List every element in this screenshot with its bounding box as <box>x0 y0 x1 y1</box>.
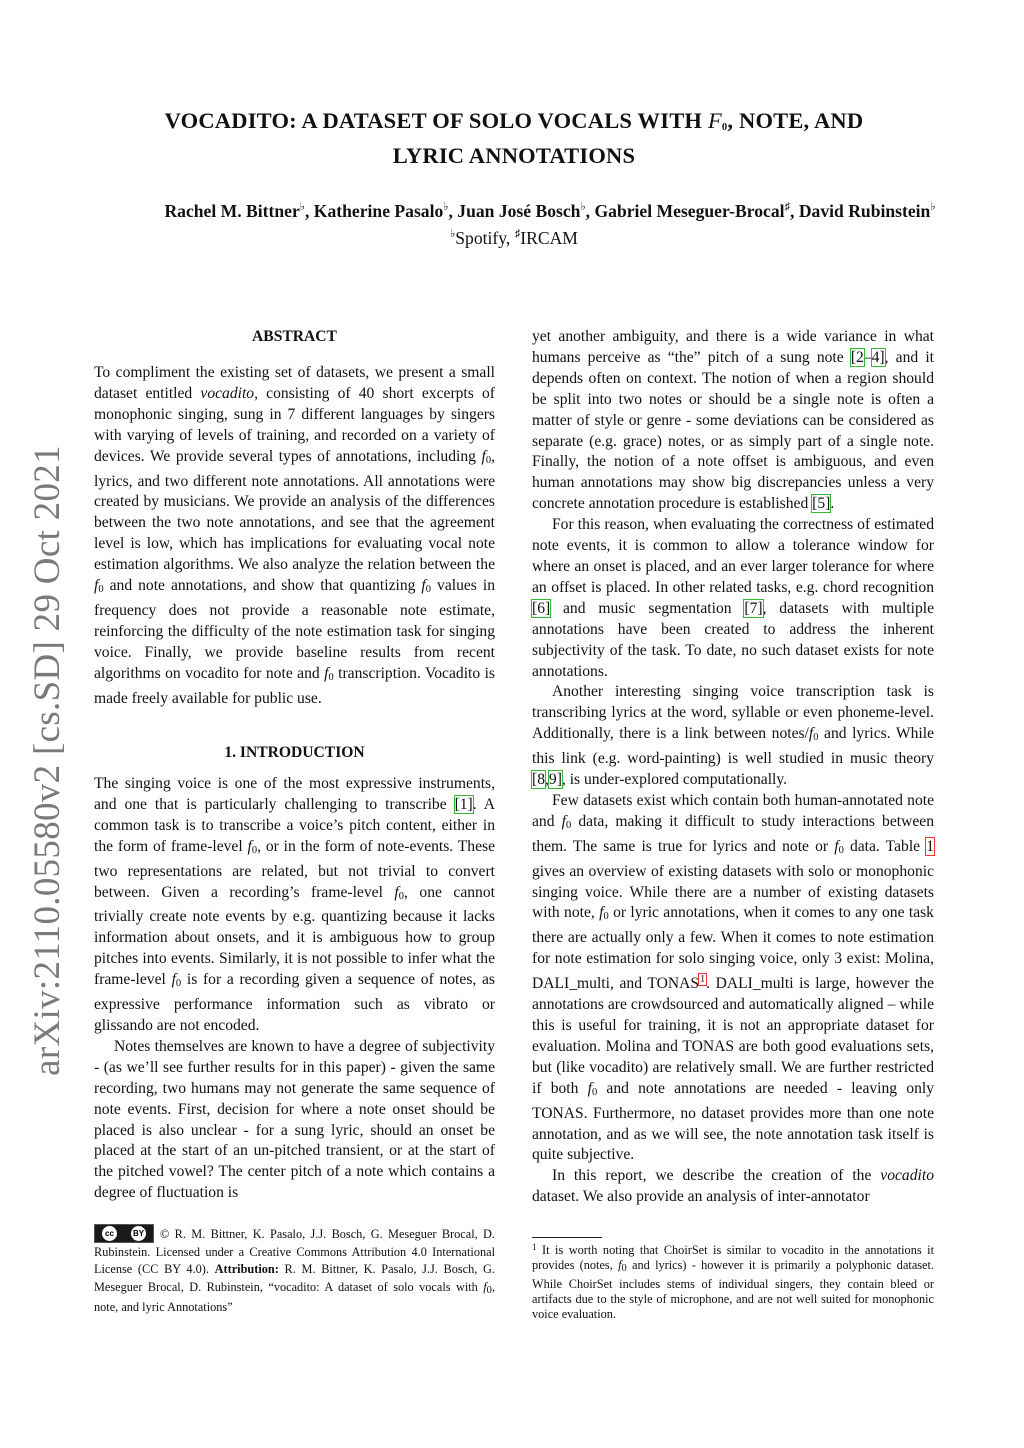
arxiv-identifier: arXiv:2110.05580v2 [cs.SD] 29 Oct 2021 <box>26 444 68 1076</box>
footnote-1: $^1$ It is worth noting that ChoirSet is similar to vocadito in the annotations it provides (notes, f0 and lyrics) - however it is primarily a polyphonic dataset. While ChoirSet includes stems of individual singers, they contain bleed or artifacts due to the style of microphone, and are not well suited for monophonic voice evaluation. <box>532 1242 935 1322</box>
citation-link[interactable]: 9] <box>548 771 562 789</box>
citation-link[interactable]: 4] <box>871 348 885 366</box>
abstract-heading: ABSTRACT <box>252 328 337 345</box>
creative-commons-icon: cc <box>102 1226 117 1241</box>
citation-link[interactable]: [7] <box>744 599 763 617</box>
license-note: © R. M. Bittner, K. Pasalo, J.J. Bosch, G. Meseguer Brocal, D. Rubinstein. Licensed under a Creative Commons Attribution 4.0 International License (CC BY 4.0). Attribution: R. M. Bittner, K. Pasalo, J.J. Bosch, G. Meseguer Brocal, D. Rubinstein, “vocadito: A dataset of solo vocals with f0, note, and lyric Annotations” <box>94 1227 495 1315</box>
citation-link[interactable]: [5] <box>812 495 831 513</box>
attribution-icon: BY <box>131 1226 146 1241</box>
table-link[interactable]: 1 <box>926 837 934 855</box>
citation-link[interactable]: [6] <box>532 599 551 617</box>
paper-title: VOCADITO: A DATASET OF SOLO VOCALS WITH F0, NOTE, AND LYRIC ANNOTATIONS <box>164 108 864 168</box>
right-column-body: yet another ambiguity, and there is a wide variance in what humans perceive as “the” pitch of a sung note [2–4], and it depends often on context. The notion of when a region should be split into two notes or should be a single note is often a matter of style or genre - some deviations can be considered as separate (e.g. grace) notes, or as simply part of a single note. Finally, the notion of a note offset is ambiguous, and even human annotations may show big discrepancies unless a very concrete annotation procedure is established [5]. For this reason, when evaluating the correctness of estimated note events, it is common to allow a tolerance window for where an onset is placed, and an ever larger tolerance for where an offset is placed. In other related tasks, e.g. chord recognition [6] and music segmentation [7], datasets with multiple annotations have been created to address the inherent subjectivity of the task. To date, no such dataset exists for note annotations. Another interesting singing voice transcription task is transcribing lyrics at the word, syllable or even phoneme-level. Additionally, there is a link between notes/f0 and lyrics. While this link (e.g. word-painting) is well studied in music theory [8,9], is under-explored computationally. Few datasets exist which contain both human-annotated note and f0 data, making it difficult to study interactions between them. The same is true for lyrics and note or f0 data. Table 1 gives an overview of existing datasets with solo or monophonic singing voice. While there are a number of existing datasets with note, f0 or lyric annotations, when it comes to any one task there are actually only a few. When it comes to note estimation for note estimation for solo singing voice, only 3 exist: Molina, DALI_multi, and TONAS$^1$. DALI_multi is large, however the annotations are crowdsourced and automatically aligned – while this is useful for training, it is not an appropriate dataset for evaluation. Molina and TONAS are both good evaluations sets, but (like vocadito) are relatively small. We are further restricted if both f0 and note annotations are needed - leaving only TONAS. Furthermore, no dataset provides more than one note annotation, and as we will see, the note annotation task itself is quite subjective. In this report, we describe the creation of the vocadito dataset. We also provide an analysis of inter-annotator <box>532 328 935 1206</box>
introduction-heading: 1. INTRODUCTION <box>224 744 365 761</box>
citation-link[interactable]: [8 <box>532 771 545 789</box>
abstract-body: To compliment the existing set of datasets, we present a small dataset entitled vocadito, consisting of 40 short excerpts of monophonic singing, sung in 7 different languages by singers with varying of levels of training, and recorded on a variety of devices. We provide several types of annotations, including f0, lyrics, and two different note annotations. All annotations were created by musicians. We provide an analysis of the differences between the two note annotations, and see that the agreement level is low, which has implications for evaluating vocal note estimation algorithms. We also analyze the relation between the f0 and note annotations, and show that quantizing f0 values in frequency does not provide a reasonable note estimate, reinforcing the difficulty of the note estimation task for singing voice. Finally, we provide baseline results from recent algorithms on vocadito for note and f0 transcription. Vocadito is made freely available for public use. <box>94 364 495 707</box>
introduction-body: The singing voice is one of the most expressive instruments, and one that is particularly challenging to transcribe [1]. A common task is to transcribe a voice’s pitch content, either in the form of frame-level f0, or in the form of note-events. These two representations are related, but not trivial to convert between. Given a recording’s frame-level f0, one cannot trivially create note events by e.g. quantizing because it lacks information about onsets, and it is ambiguous how to group pitches into events. Similarly, it is not possible to infer what the frame-level f0 is for a recording given a sequence of notes, as expressive performance information such as vibrato or glissando are not encoded. Notes themselves are known to have a degree of subjectivity - (as we’ll see further results for in this paper) - given the same recording, two humans may not generate the same sequence of note events. First, decision for where a note onset should be placed is also unclear - for a sung lyric, should an onset be placed at the start of an un-pitched transient, or at the start of the pitched vowel? The center pitch of a note which contains a degree of fluctuation is <box>94 775 495 1202</box>
footnote-link[interactable]: 1 <box>700 974 706 986</box>
footnote-divider <box>532 1237 602 1238</box>
affiliations: ♭Spotify, ♯IRCAM <box>450 227 578 248</box>
citation-link[interactable]: [2 <box>850 348 864 366</box>
citation-link[interactable]: [1] <box>454 795 473 813</box>
author-list: Rachel M. Bittner♭, Katherine Pasalo♭, Juan José Bosch♭, Gabriel Meseguer-Brocal♯, David Rubinstein♭ <box>164 200 936 221</box>
